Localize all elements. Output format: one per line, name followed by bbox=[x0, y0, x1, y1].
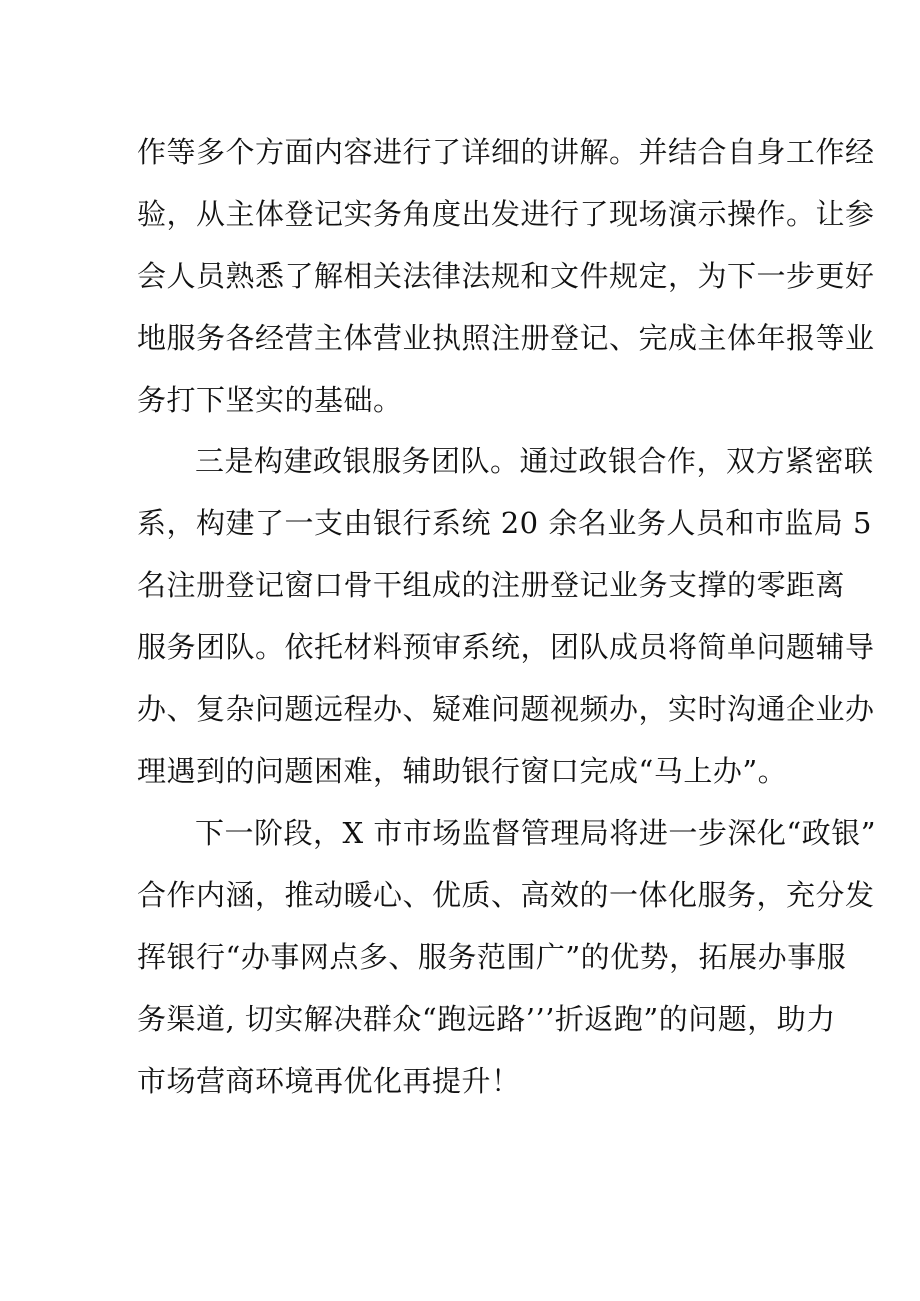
paragraph-2-line-2: 系，构建了一支由银行系统 20 余名业务人员和市监局 5 bbox=[137, 506, 873, 540]
paragraph-3-line-4: 务渠道, 切实解决群众“跑远路’’’折返跑”的问题，助力 bbox=[137, 1002, 836, 1036]
paragraph-1-line-2: 验，从主体登记实务角度出发进行了现场演示操作。让参 bbox=[137, 197, 875, 231]
paragraph-3-line-3: 挥银行“办事网点多、服务范围广”的优势，拓展办事服 bbox=[137, 940, 847, 974]
paragraph-1-line-3: 会人员熟悉了解相关法律法规和文件规定，为下一步更好 bbox=[137, 259, 875, 293]
paragraph-3-line-1: 下一阶段，X 市市场监督管理局将进一步深化“政银” bbox=[195, 816, 877, 850]
paragraph-1-line-1: 作等多个方面内容进行了详细的讲解。并结合自身工作经 bbox=[137, 135, 875, 169]
paragraph-2-line-6: 理遇到的问题困难，辅助银行窗口完成“马上办”。 bbox=[137, 754, 788, 788]
paragraph-2-line-5: 办、复杂问题远程办、疑难问题视频办，实时沟通企业办 bbox=[137, 692, 875, 726]
paragraph-2-line-1: 三是构建政银服务团队。通过政银合作，双方紧密联 bbox=[195, 444, 874, 478]
paragraph-3-line-2: 合作内涵，推动暖心、优质、高效的一体化服务，充分发 bbox=[137, 878, 875, 912]
paragraph-3-line-5: 市场营商环境再优化再提升！ bbox=[137, 1064, 521, 1098]
paragraph-1-line-4: 地服务各经营主体营业执照注册登记、完成主体年报等业 bbox=[137, 321, 875, 355]
paragraph-2-line-3: 名注册登记窗口骨干组成的注册登记业务支撑的零距离 bbox=[137, 568, 846, 602]
paragraph-2-line-4: 服务团队。依托材料预审系统，团队成员将简单问题辅导 bbox=[137, 630, 875, 664]
paragraph-1-line-5: 务打下坚实的基础。 bbox=[137, 383, 403, 417]
